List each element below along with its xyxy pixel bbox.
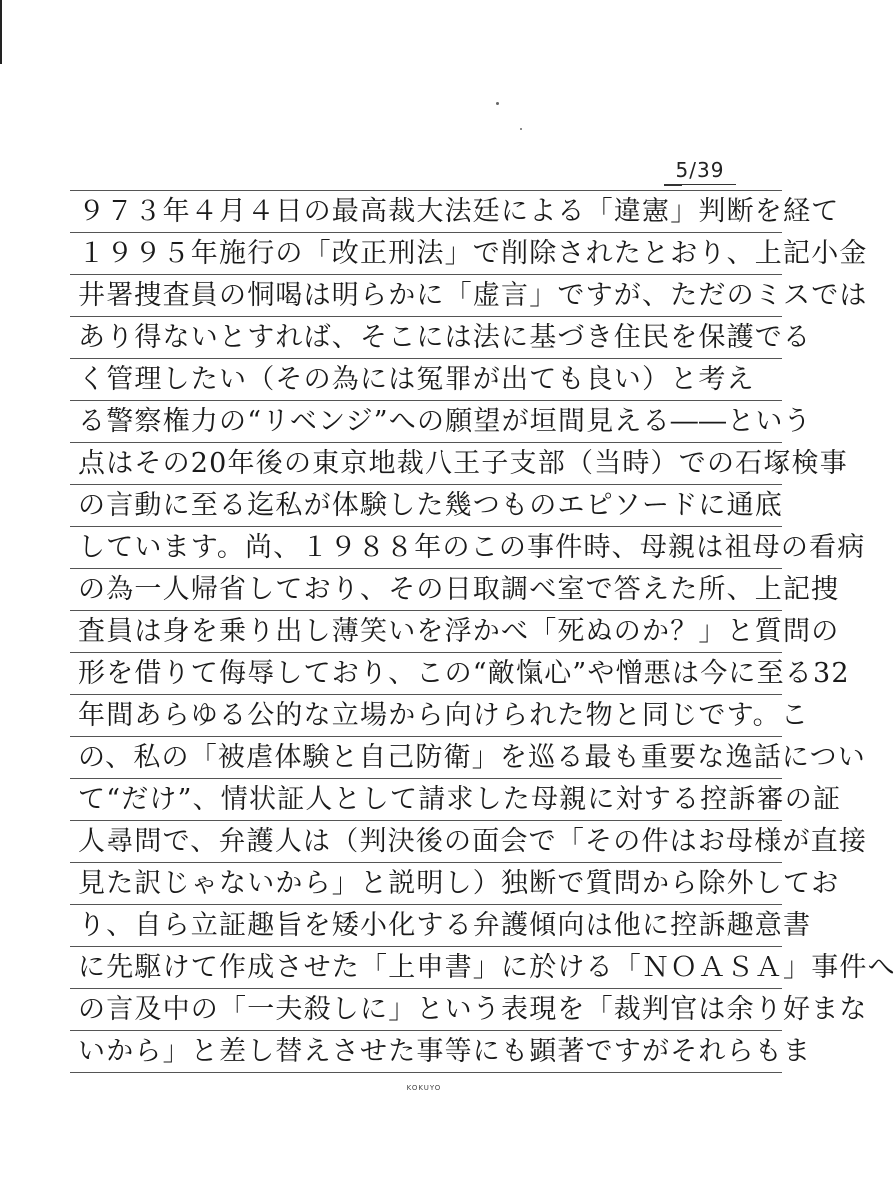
handwritten-line: る警察権力の“リベンジ”への願望が垣間見える――という [78,406,812,437]
handwritten-line: 形を借りて侮辱しており、この“敵愾心”や憎悪は今に至る32 [78,658,850,689]
handwritten-line: 見た訳じゃないから」と説明し）独断で質問から除外してお [78,868,840,899]
footer-brand: KOKUYO [406,1084,442,1092]
page-number: 5/39 [664,158,736,185]
handwritten-line: に先駆けて作成させた「上申書」に於ける「ＮＯＡＳＡ」事件へ [78,952,896,983]
scan-edge-mark [0,0,2,64]
handwritten-line: 査員は身を乗り出し薄笑いを浮かべ「死ぬのか？」と質問の [78,616,840,647]
handwritten-line: 年間あらゆる公的な立場から向けられた物と同じです。こ [78,700,810,731]
handwritten-line: 人尋問で、弁護人は（判決後の面会で「その件はお母様が直接 [78,826,868,857]
handwritten-line: の言及中の「一夫殺しに」という表現を「裁判官は余り好まな [78,994,868,1025]
handwritten-line: く管理したい（その為には冤罪が出ても良い）と考え [78,364,755,395]
scan-speck [496,102,499,105]
handwritten-line: 井署捜査員の恫喝は明らかに「虚言」ですが、ただのミスでは [78,280,868,311]
page-number-underline [664,185,682,186]
handwritten-line: しています。尚、１９８８年のこの事件時、母親は祖母の看病 [78,532,866,563]
scan-speck [520,128,522,130]
handwritten-line: り、自ら立証趣旨を矮小化する弁護傾向は他に控訴趣意書 [78,910,812,941]
handwritten-line: １９９５年施行の「改正刑法」で削除されたとおり、上記小金 [78,238,868,269]
handwritten-line: あり得ないとすれば、そこには法に基づき住民を保護でる [78,322,812,353]
handwritten-line: の言動に至る迄私が体験した幾つものエピソードに通底 [78,490,783,521]
handwritten-line: ９７３年４月４日の最高裁大法廷による「違憲」判断を経て [78,196,840,227]
handwritten-line: の為一人帰省しており、その日取調べ室で答えた所、上記捜 [78,574,840,605]
ruled-writing-area [70,190,896,1072]
handwritten-line: いから」と差し替えさせた事等にも顕著ですがそれらもま [78,1036,812,1067]
handwritten-line: て“だけ”、情状証人として請求した母親に対する控訴審の証 [78,784,842,815]
handwritten-line: 点はその20年後の東京地裁八王子支部（当時）での石塚検事 [78,448,848,479]
handwritten-line: の、私の「被虐体験と自己防衛」を巡る最も重要な逸話につい [78,742,866,773]
